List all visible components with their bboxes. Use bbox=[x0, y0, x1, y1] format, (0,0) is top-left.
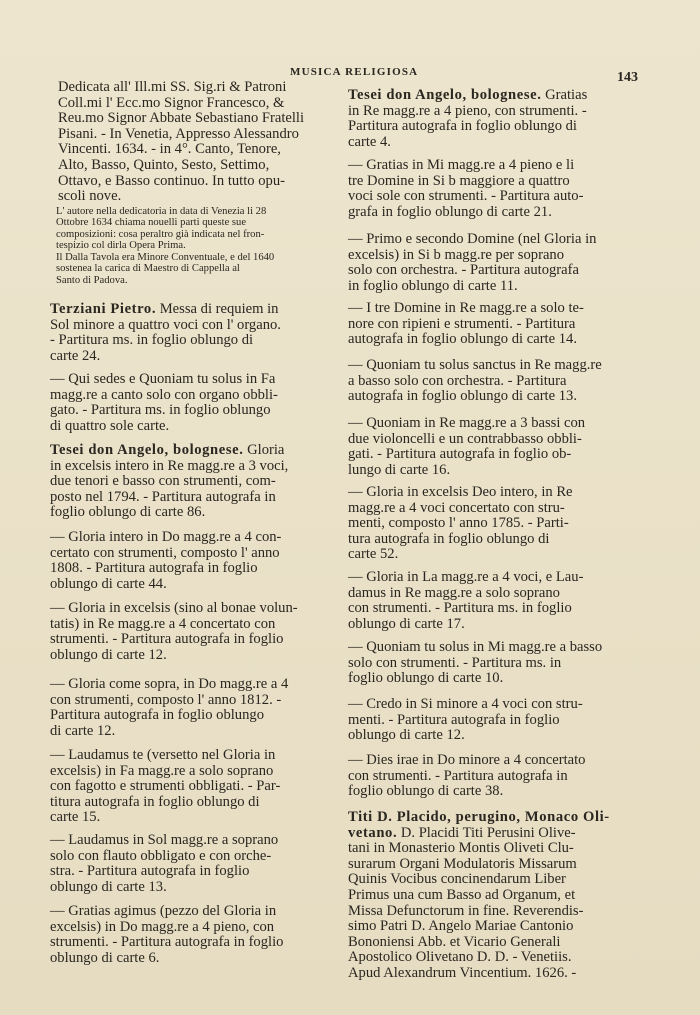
entry-laudamus-fa: — Laudamus te (versetto nel Gloria in excelsis) in Fa magg.re a solo soprano con fagotto e strumenti obbligati. - Par- titura autografa in foglio oblungo di carte 15. bbox=[50, 747, 281, 826]
author-heading-titi: Titi D. Placido, perugino, Monaco Oli- vetano. bbox=[348, 809, 610, 841]
entry-text-tesei-gloria: Gloria in excelsis intero in Re magg.re a 3 voci, due tenori e basso con strumenti, com- posto nel 1794. - Partitura autografa in foglio oblungo di carte 86. bbox=[50, 442, 289, 521]
entry-dies-irae: — Dies irae in Do minore a 4 concertato con strumenti. - Partitura autografa in foglio oblungo di carte 38. bbox=[348, 752, 586, 800]
page-number: 143 bbox=[617, 70, 638, 85]
entry-gloria-deo: — Gloria in excelsis Deo intero, in Re magg.re a 4 voci concertato con stru- menti, composto l' anno 1785. - Parti- tura autografa in foglio oblungo di carte 52. bbox=[348, 484, 573, 563]
running-head: MUSICA RELIGIOSA bbox=[290, 66, 419, 78]
entry-gloria-come-sopra: — Gloria come sopra, in Do magg.re a 4 con strumenti, composto l' anno 1812. - Partitura autografa in foglio oblungo di carte 12. bbox=[50, 676, 289, 739]
author-heading-terziani: Terziani Pietro. bbox=[50, 301, 157, 317]
entry-qui-sedes: — Qui sedes e Quoniam tu solus in Fa magg.re a canto solo con organo obbli- gato. - Partitura ms. in foglio oblungo di quattro sole carte. bbox=[50, 371, 278, 434]
footnote-dedication: L' autore nella dedicatoria in data di Venezia li 28 Ottobre 1634 chiama nouelli parti queste sue composizioni: cosa peraltro già indicata nel fron- tespizio col dirla Opera Prima. bbox=[56, 206, 267, 251]
entry-text-terziani: Messa di requiem in Sol minore a quattro voci con l' organo. - Partitura ms. in foglio oblungo di carte 24. bbox=[50, 301, 281, 364]
entry-text-titi: D. Placidi Titi Perusini Olive- tani in Monasterio Montis Oliveti Clu- surarum Organi Modulatoris Missarum Quinis Vocibus concinendarum Liber Primus una cum Basso ad Organum, et Missa Defunctorum in fine. Reverendis- simo Patri D. Angelo Mariae Cantonio Bononiensi Abb. et Vicario Generali Apostolico Olivetano D. D. - Venetiis. Apud Alexandrum Vincentium. 1626. - bbox=[348, 824, 584, 981]
entry-titi bbox=[348, 810, 640, 982]
footnote-dalla-tavola: Il Dalla Tavola era Minore Conventuale, e del 1640 sostenea la carica di Maestro di Cappella al Santo di Padova. bbox=[56, 252, 275, 286]
entry-quoniam-mi: — Quoniam tu solus in Mi magg.re a basso solo con strumenti. - Partitura ms. in foglio oblungo di carte 10. bbox=[348, 639, 603, 687]
entry-primo-secondo-domine: — Primo e secondo Domine (nel Gloria in excelsis) in Si b magg.re per soprano solo con orchestra. - Partitura autografa in foglio oblungo di carte 11. bbox=[348, 231, 597, 294]
entry-laudamus-sol: — Laudamus in Sol magg.re a soprano solo con flauto obbligato e con orche- stra. - Partitura autografa in foglio oblungo di carte 13. bbox=[50, 832, 279, 895]
entry-text-tesei-gratias: Gratias in Re magg.re a 4 pieno, con strumenti. - Partitura autografa in foglio oblungo di carte 4. bbox=[348, 87, 588, 150]
entry-credo: — Credo in Si minore a 4 voci con stru- menti. - Partitura autografa in foglio oblungo di carte 12. bbox=[348, 696, 583, 744]
author-heading-tesei-right: Tesei don Angelo, bolognese. bbox=[348, 87, 542, 103]
entry-tesei-gloria bbox=[50, 443, 342, 521]
author-heading-tesei: Tesei don Angelo, bolognese. bbox=[50, 442, 244, 458]
entry-terziani bbox=[50, 302, 342, 364]
entry-quoniam-re: — Quoniam tu solus sanctus in Re magg.re a basso solo con orchestra. - Partitura autografa in foglio oblungo di carte 13. bbox=[348, 357, 602, 405]
entry-gloria-bonae: — Gloria in excelsis (sino al bonae volun- tatis) in Re magg.re a 4 concertato con strumenti. - Partitura autografa in foglio oblungo di carte 12. bbox=[50, 600, 298, 663]
entry-tesei-gratias bbox=[348, 88, 640, 150]
entry-gratias-do: — Gratias agimus (pezzo del Gloria in excelsis) in Do magg.re a 4 pieno, con strumenti. - Partitura autografa in foglio oblungo di carte 6. bbox=[50, 903, 284, 966]
entry-gratias-mi: — Gratias in Mi magg.re a 4 pieno e li tre Domine in Si b maggiore a quattro voci sole con strumenti. - Partitura auto- grafa in foglio oblungo di carte 21. bbox=[348, 157, 584, 220]
entry-tre-domine: — I tre Domine in Re magg.re a solo te- nore con ripieni e strumenti. - Partitura autografa in foglio oblungo di carte 14. bbox=[348, 300, 584, 348]
dedication-paragraph: Dedicata all' Ill.mi SS. Sig.ri & Patroni Coll.mi l' Ecc.mo Signor Francesco, & Reu.mo Signor Abbate Sebastiano Fratelli Pisani. - In Venetia, Appresso Alessandro Vincenti. 1634. - in 4°. Canto, Tenore, Alto, Basso, Quinto, Sesto, Settimo, Ottavo, e Basso continuo. In tutto opu- scoli nove. bbox=[58, 79, 305, 205]
entry-gloria-la: — Gloria in La magg.re a 4 voci, e Lau- damus in Re magg.re a solo soprano con strumenti. - Partitura ms. in foglio oblungo di carte 17. bbox=[348, 569, 584, 632]
entry-quoniam-bassi: — Quoniam in Re magg.re a 3 bassi con due violoncelli e un contrabbasso obbli- gati. - Partitura autografa in foglio ob- lungo di carte 16. bbox=[348, 415, 586, 478]
entry-gloria-do: — Gloria intero in Do magg.re a 4 con- certato con strumenti, composto l' anno 1808. - Partitura autografa in foglio oblungo di carte 44. bbox=[50, 529, 282, 592]
